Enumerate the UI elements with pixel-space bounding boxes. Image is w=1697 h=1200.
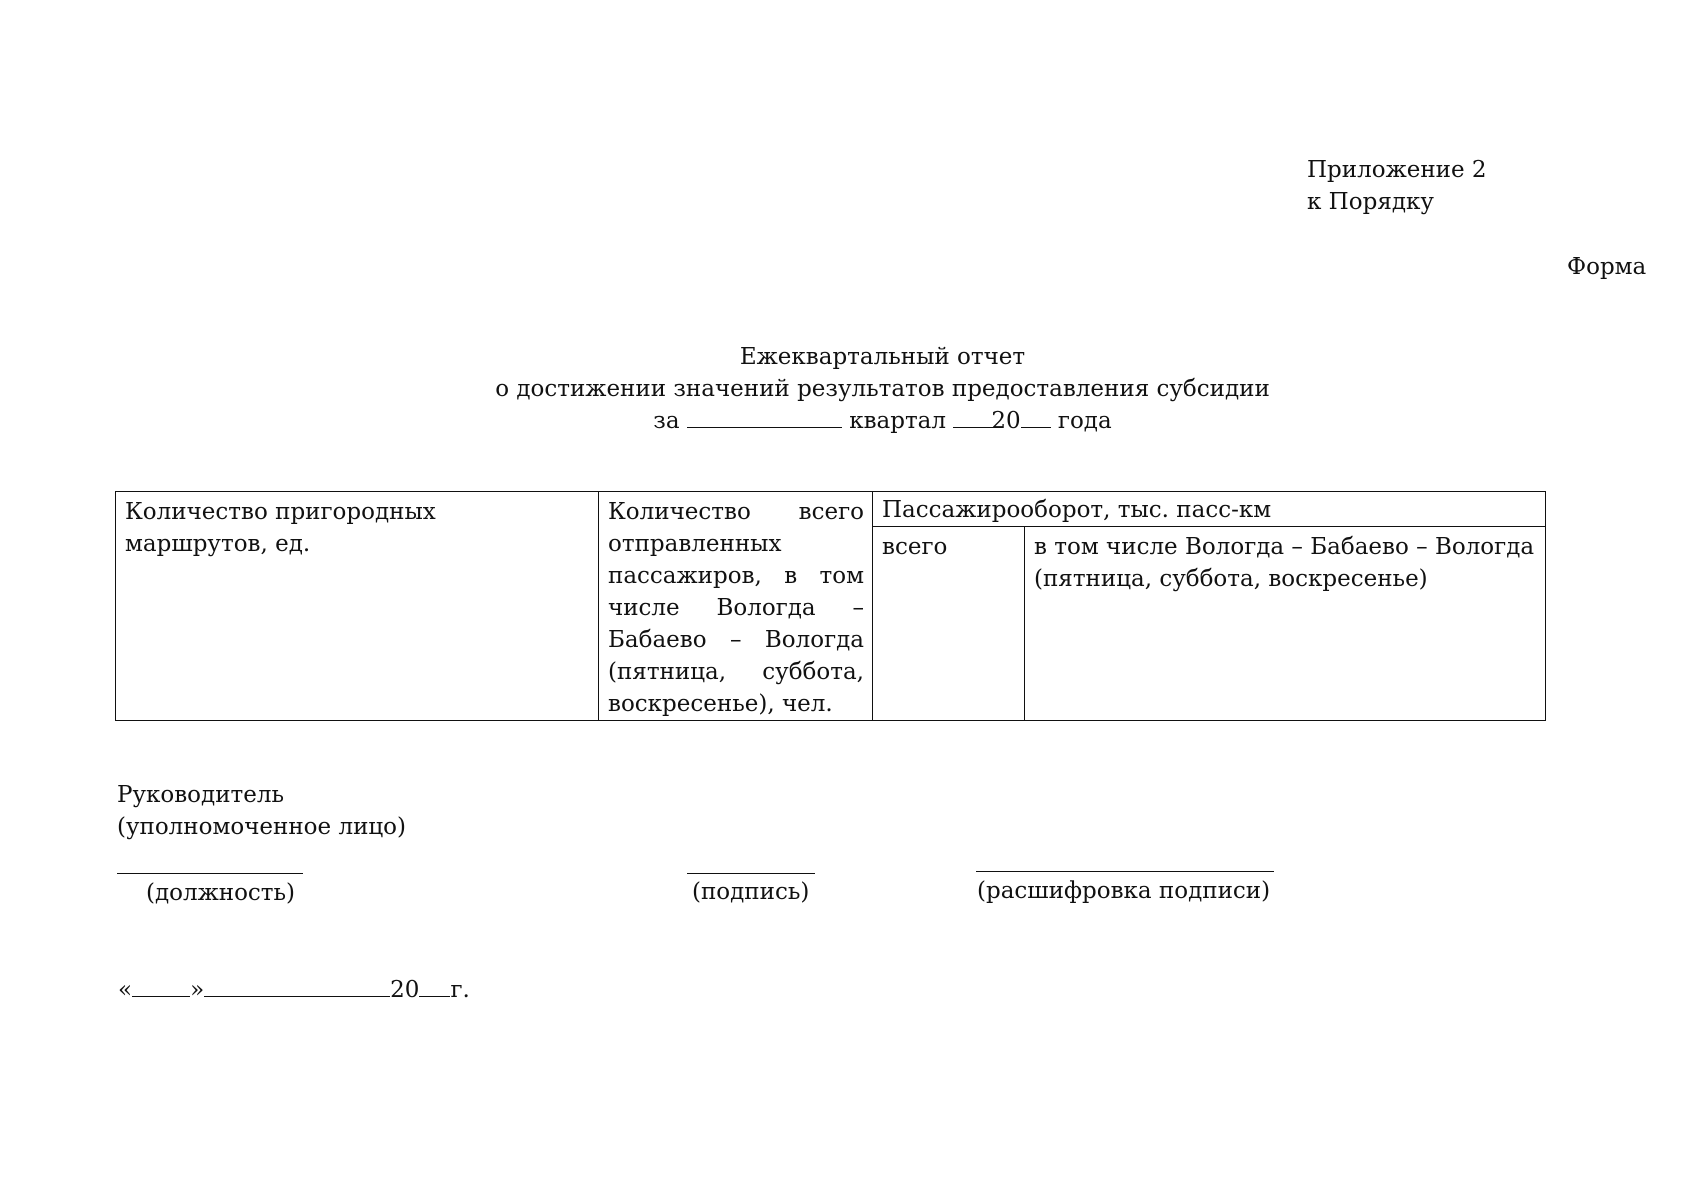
header-turnover-total	[873, 527, 1025, 721]
year-blank[interactable]	[1021, 405, 1051, 428]
position-line[interactable]	[117, 873, 303, 874]
day-blank[interactable]	[132, 974, 190, 997]
header-passengers-sent-text: Количество всего отправленных пассажиров, в том числе Вологда – Бабаево – Вологда (пятница, суббота, воскресенье), чел.	[608, 499, 864, 717]
position-caption: (должность)	[146, 880, 296, 906]
header-turnover-vologda-babaevo-text: в том числе Вологда – Бабаево – Вологда (пятница, суббота, воскресенье)	[1034, 534, 1535, 592]
signature-line[interactable]	[687, 873, 815, 874]
signatory-block	[117, 779, 406, 843]
signatory-role: Руководитель	[117, 782, 284, 808]
title-quarter-word: квартал	[849, 408, 946, 434]
title-line-1: Ежеквартальный отчет	[739, 344, 1026, 370]
year-blank-left	[953, 405, 995, 428]
month-blank[interactable]	[204, 974, 390, 997]
date-line	[118, 974, 470, 1006]
date-suffix: г.	[450, 977, 470, 1003]
signature-decoding-caption: (расшифровка подписи)	[977, 878, 1271, 904]
title-line-3	[0, 405, 1697, 437]
signatory-role-note: (уполномоченное лицо)	[117, 814, 407, 840]
title-suffix: года	[1057, 408, 1112, 434]
header-suburban-routes	[116, 492, 599, 721]
appendix-line-2: к Порядку	[1307, 189, 1434, 215]
signature-caption: (подпись)	[692, 879, 810, 905]
title-prefix: за	[653, 408, 680, 434]
header-turnover-total-text: всего	[882, 534, 948, 560]
header-passengers-sent	[599, 492, 873, 721]
header-passenger-turnover-text: Пассажирооборот, тыс. пасс-км	[882, 497, 1272, 523]
date-close-quote: »	[190, 977, 205, 1003]
date-year-blank[interactable]	[419, 974, 450, 997]
date-open-quote: «	[118, 977, 133, 1003]
header-suburban-routes-text: Количество пригородных маршрутов, ед.	[125, 499, 436, 557]
form-label: Форма	[1567, 254, 1647, 280]
header-turnover-vologda-babaevo	[1025, 527, 1546, 721]
appendix-heading	[1307, 154, 1487, 218]
appendix-line-1: Приложение 2	[1307, 157, 1487, 183]
signature-decoding-line[interactable]	[976, 871, 1274, 872]
title-line-2: о достижении значений результатов предоставления субсидии	[495, 376, 1270, 402]
header-passenger-turnover	[873, 492, 1546, 527]
report-table	[115, 491, 1546, 721]
quarter-blank[interactable]	[687, 405, 842, 428]
report-title	[0, 341, 1697, 437]
title-year-prefix: 20	[991, 408, 1021, 434]
date-year-prefix: 20	[390, 977, 420, 1003]
